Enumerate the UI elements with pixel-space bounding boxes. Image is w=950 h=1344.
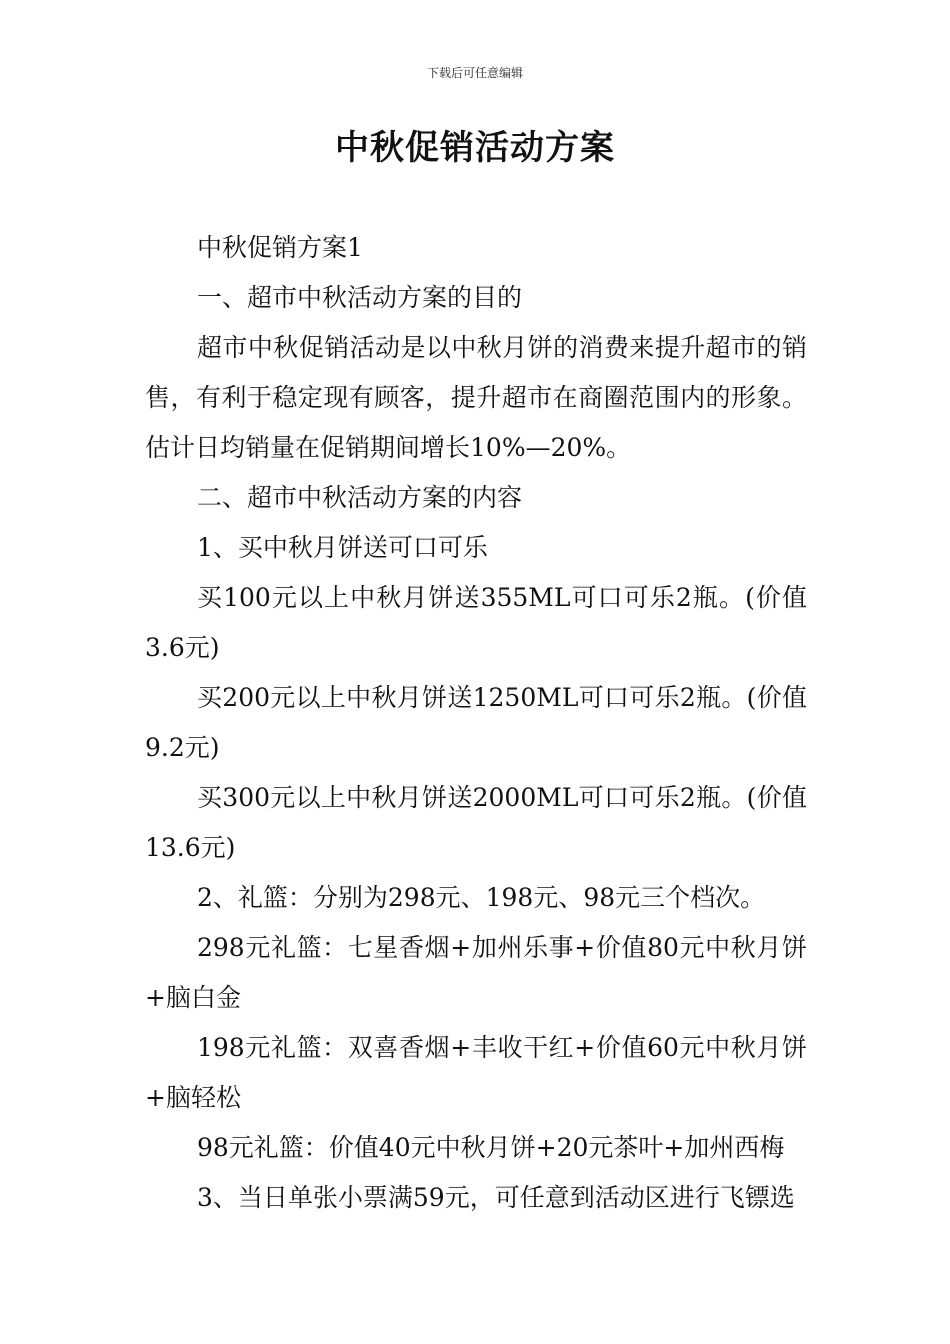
paragraph-cola-tier-300: 买300元以上中秋月饼送2000ML可口可乐2瓶。(价值13.6元) xyxy=(145,783,807,862)
paragraph-purpose-text: 超市中秋促销活动是以中秋月饼的消费来提升超市的销售，有利于稳定现有顾客，提升超市在商圈范围内的形象。估计日均销量在促销期间增长10%—20%。 xyxy=(145,333,807,462)
paragraph-basket-298: 298元礼篮：七星香烟+加州乐事+价值80元中秋月饼+脑白金 xyxy=(145,933,807,1012)
paragraph-cola-tier-200: 买200元以上中秋月饼送1250ML可口可乐2瓶。(价值9.2元) xyxy=(145,683,807,762)
paragraph-basket-98: 98元礼篮：价值40元中秋月饼+20元茶叶+加州西梅 xyxy=(197,1133,785,1162)
paragraph-basket-198: 198元礼篮：双喜香烟+丰收干红+价值60元中秋月饼+脑轻松 xyxy=(145,1033,807,1112)
document-body xyxy=(145,223,807,1223)
paragraph-item-gift-basket: 2、礼篮：分别为298元、198元、98元三个档次。 xyxy=(197,883,766,912)
header-note: 下载后可任意编辑 xyxy=(426,66,523,80)
paragraph-item-darts: 3、当日单张小票满59元，可任意到活动区进行飞镖选 xyxy=(197,1183,795,1212)
paragraph-section-content: 二、超市中秋活动方案的内容 xyxy=(197,483,523,512)
document-title: 中秋促销活动方案 xyxy=(335,128,615,168)
paragraph-plan-heading: 中秋促销方案1 xyxy=(197,233,363,262)
paragraph-section-purpose: 一、超市中秋活动方案的目的 xyxy=(197,283,523,312)
paragraph-item-cola: 1、买中秋月饼送可口可乐 xyxy=(197,533,488,562)
paragraph-cola-tier-100: 买100元以上中秋月饼送355ML可口可乐2瓶。(价值3.6元) xyxy=(145,583,807,662)
